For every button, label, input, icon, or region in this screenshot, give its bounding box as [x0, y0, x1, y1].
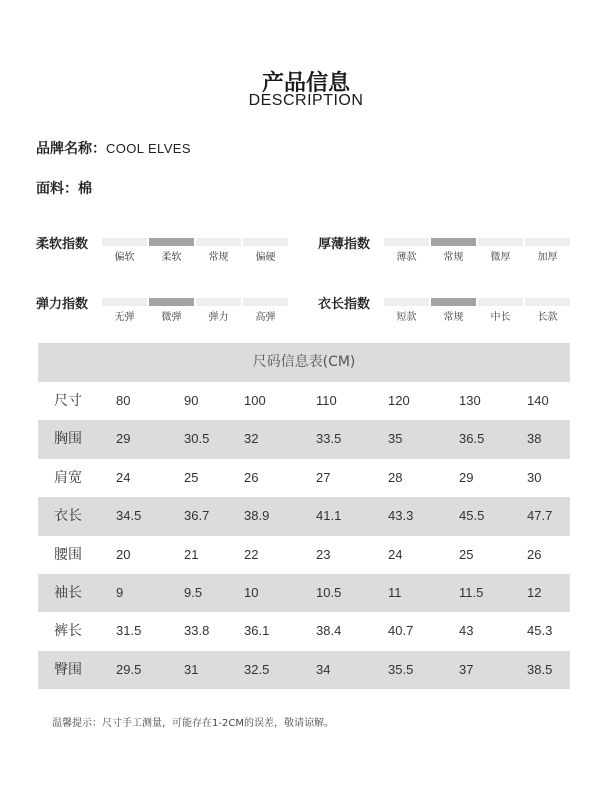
table-cell: 100: [244, 393, 266, 408]
scale-segment: [196, 238, 241, 263]
table-row: [38, 612, 570, 650]
scale-option-label: 微弹: [161, 312, 182, 323]
row-label: 尺寸: [54, 393, 82, 409]
table-cell: 47.7: [527, 508, 553, 524]
table-cell: 41.1: [316, 508, 342, 524]
table-cell: 140: [527, 393, 549, 408]
table-cell: 43: [459, 623, 474, 639]
table-cell: 37: [459, 661, 474, 677]
scale-option-label: 偏软: [114, 252, 135, 263]
table-cell: 11.5: [459, 585, 484, 600]
brand-value: COOL ELVES: [106, 141, 191, 156]
table-cell: 30.5: [184, 431, 210, 447]
scale-option-label: 柔软: [161, 252, 182, 263]
scale-option-label: 长款: [537, 312, 558, 323]
scale-option-label: 高弹: [255, 312, 276, 323]
row-label: 裤长: [54, 623, 82, 640]
scale-segment: [102, 238, 147, 263]
table-cell: 29: [459, 469, 474, 485]
page-title: 产品信息: [261, 71, 350, 96]
table-cell: 38.4: [316, 623, 342, 639]
scale-segment: [243, 238, 288, 263]
table-cell: 27: [316, 469, 331, 485]
row-label: 肩宽: [54, 469, 82, 486]
table-cell: 33.5: [316, 431, 342, 447]
table-cell: 45.5: [459, 508, 485, 524]
table-row: [38, 382, 570, 420]
brand-label: 品牌名称：: [36, 141, 106, 157]
table-cell: 45.3: [527, 623, 553, 639]
fabric-info: [36, 178, 92, 198]
scale-segment: [384, 298, 429, 323]
table-cell: 38.5: [527, 661, 553, 677]
table-cell: 22: [244, 546, 259, 562]
row-label: 袖长: [54, 585, 82, 601]
table-row: [38, 574, 570, 612]
table-cell: 24: [116, 469, 131, 485]
scale-name: 厚薄指数: [318, 237, 371, 252]
table-row: [38, 536, 570, 574]
table-cell: 29: [116, 431, 131, 447]
table-cell: 20: [116, 546, 131, 562]
scale-name: 柔软指数: [36, 237, 89, 252]
row-label: 腰围: [54, 546, 82, 563]
scale-segment: [525, 238, 570, 263]
row-label: 臀围: [54, 661, 82, 678]
brand-info: [36, 138, 191, 158]
table-cell: 26: [244, 469, 259, 485]
scale-name: 弹力指数: [36, 297, 89, 312]
size-table-header: 尺码信息表(CM): [38, 343, 570, 382]
table-cell: 25: [459, 546, 474, 562]
scale-name: 衣长指数: [318, 297, 371, 312]
table-cell: 26: [527, 546, 542, 562]
table-cell: 38.9: [244, 508, 270, 524]
table-cell: 36.1: [244, 623, 270, 639]
scale-segment: [243, 298, 288, 323]
scale-segment: [431, 238, 476, 263]
scale-segment: [478, 298, 523, 323]
table-cell: 32.5: [244, 661, 270, 677]
table-cell: 30: [527, 469, 542, 485]
table-cell: 31: [184, 661, 199, 677]
scale-segment: [102, 298, 147, 323]
table-cell: 25: [184, 469, 199, 485]
row-label: 胸围: [54, 431, 82, 448]
fabric-value: 棉: [78, 181, 93, 197]
table-cell: 35.5: [388, 661, 414, 677]
row-label: 衣长: [54, 508, 82, 525]
table-cell: 12: [527, 585, 542, 600]
scale-segment: [196, 298, 241, 323]
table-cell: 120: [388, 393, 410, 408]
table-cell: 43.3: [388, 508, 414, 524]
scale-segment: [478, 238, 523, 263]
table-cell: 38: [527, 431, 542, 447]
scale-segment: [149, 238, 194, 263]
table-cell: 24: [388, 546, 403, 562]
table-cell: 36.7: [184, 508, 210, 524]
scale-segment: [384, 238, 429, 263]
table-cell: 32: [244, 431, 259, 447]
page-subtitle: DESCRIPTION: [248, 92, 364, 109]
scale-segment: [431, 298, 476, 323]
table-cell: 36.5: [459, 431, 485, 447]
table-cell: 40.7: [388, 623, 414, 639]
measurement-note: 温馨提示：尺寸手工测量，可能存在1-2CM的误差，敬请谅解。: [52, 718, 334, 729]
table-cell: 130: [459, 393, 481, 408]
scale-segment: [525, 298, 570, 323]
table-cell: 21: [184, 546, 199, 562]
scale-option-label: 加厚: [537, 252, 558, 263]
table-row: [38, 497, 570, 535]
table-cell: 28: [388, 469, 403, 485]
table-cell: 34.5: [116, 508, 142, 524]
table-row: [38, 651, 570, 689]
table-cell: 33.8: [184, 623, 210, 639]
size-table: [38, 343, 570, 707]
table-cell: 10: [244, 585, 259, 600]
table-cell: 9: [116, 585, 124, 600]
table-cell: 11: [388, 585, 402, 600]
scale-segment: [149, 298, 194, 323]
scale-option-label: 中长: [490, 312, 511, 323]
table-cell: 31.5: [116, 623, 142, 639]
table-row: [38, 420, 570, 458]
table-cell: 34: [316, 661, 331, 677]
scale-option-label: 常规: [208, 252, 229, 263]
scale-option-label: 短款: [396, 312, 417, 323]
scale-option-label: 薄款: [396, 252, 417, 263]
table-cell: 80: [116, 393, 131, 408]
table-cell: 29.5: [116, 661, 142, 677]
scale-option-label: 弹力: [208, 312, 229, 323]
table-cell: 90: [184, 393, 199, 408]
table-cell: 110: [316, 393, 337, 408]
table-cell: 10.5: [316, 585, 342, 600]
scale-option-label: 常规: [443, 312, 464, 323]
scale-option-label: 偏硬: [255, 252, 276, 263]
table-cell: 23: [316, 546, 331, 562]
table-cell: 9.5: [184, 585, 203, 600]
scale-option-label: 微厚: [490, 252, 511, 263]
scale-option-label: 无弹: [114, 312, 135, 323]
scale-option-label: 常规: [443, 252, 464, 263]
table-row: [38, 459, 570, 497]
table-cell: 35: [388, 431, 403, 447]
fabric-label: 面料：: [36, 181, 78, 197]
